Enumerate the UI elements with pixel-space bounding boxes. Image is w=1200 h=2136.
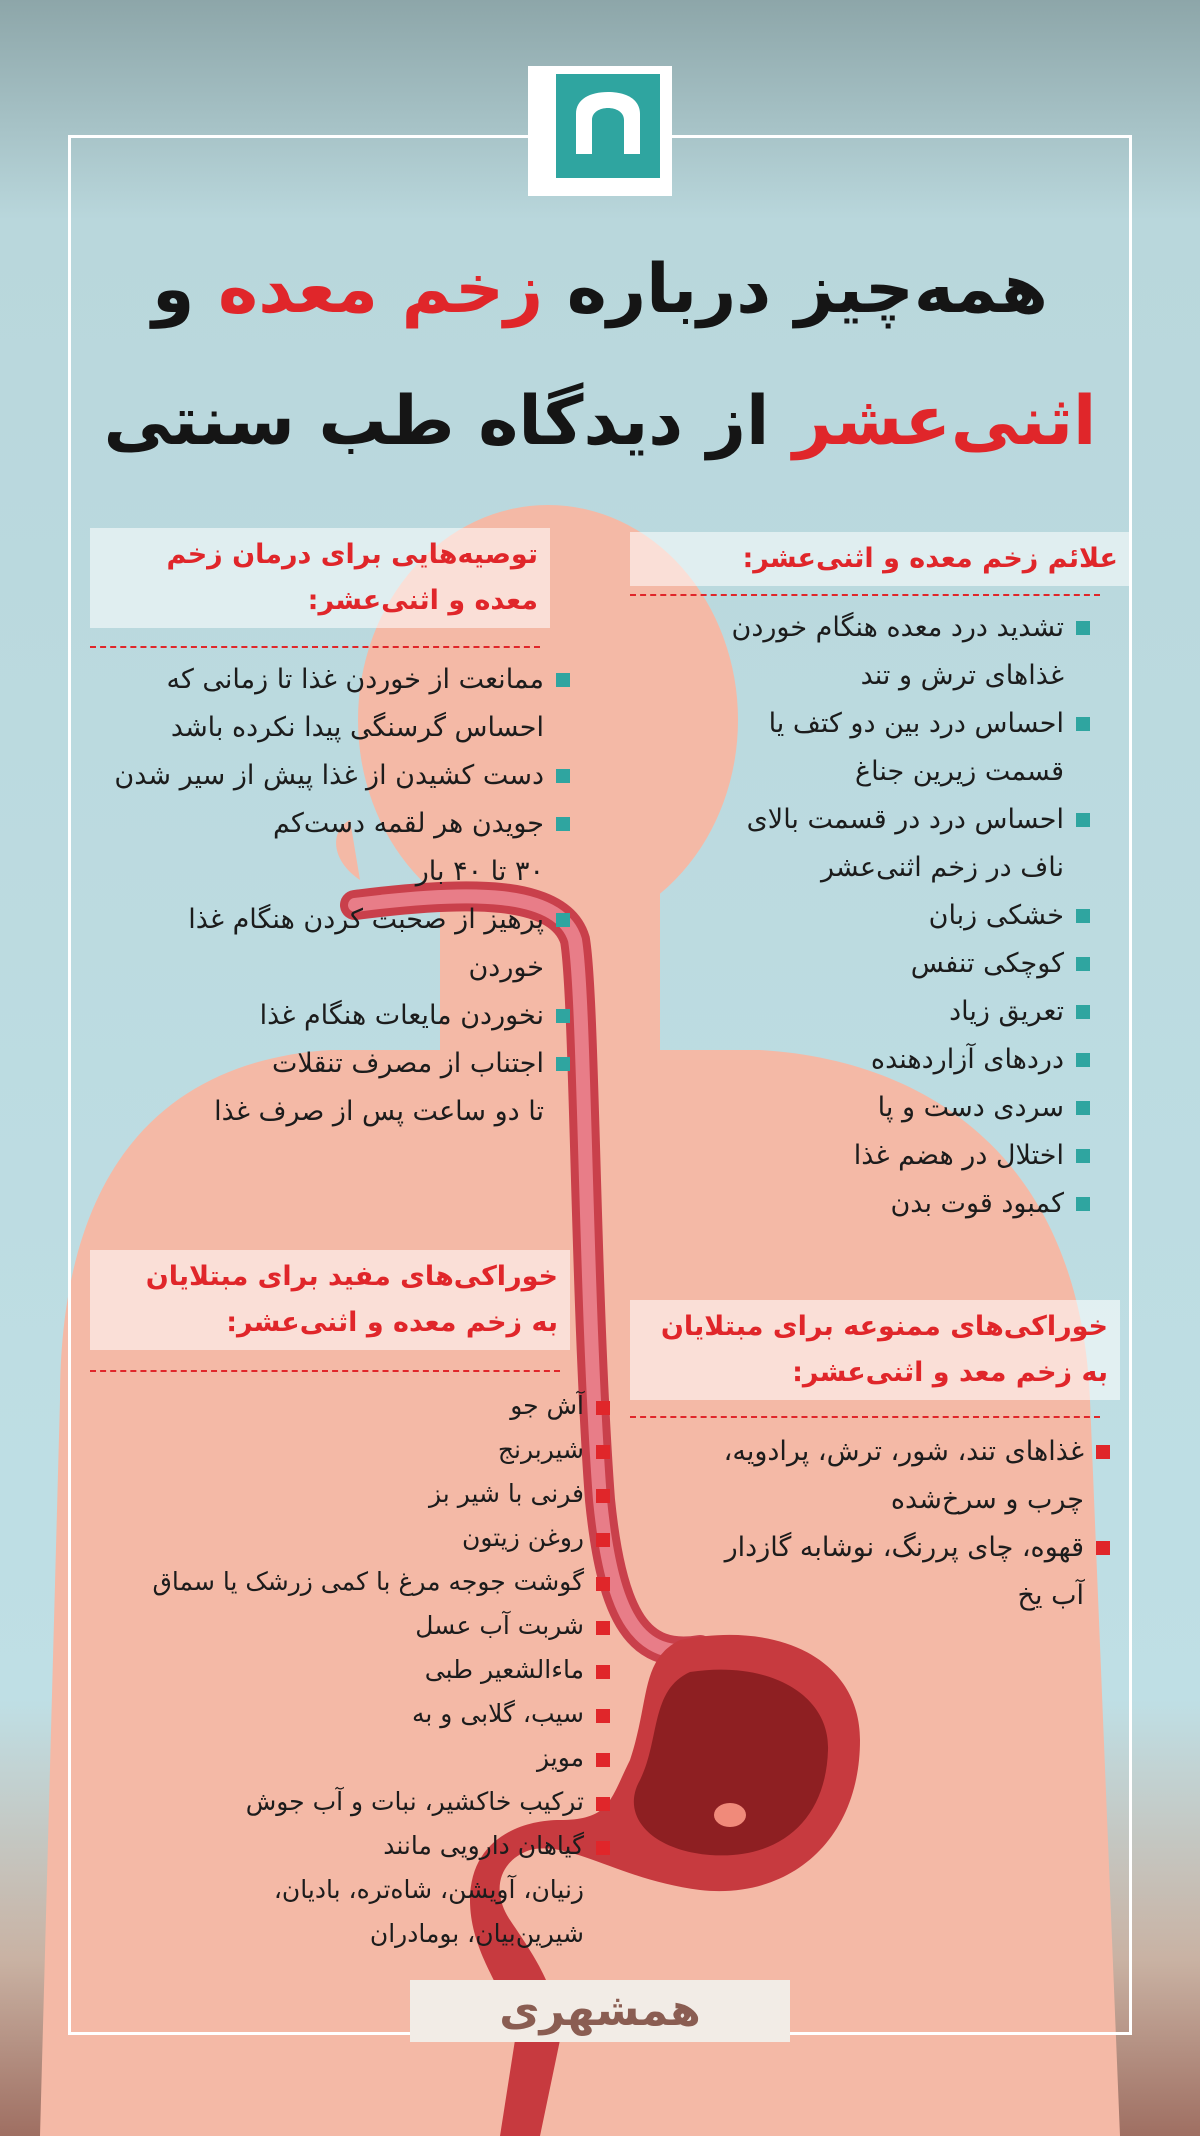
symptom-item-text: اختلال در هضم غذا <box>853 1140 1064 1171</box>
page-title-line1: همه‌چیز درباره زخم معده و <box>152 250 1048 329</box>
beneficial-food-item <box>90 1384 610 1428</box>
page-title-line2: اثنی‌عشر از دیدگاه طب سنتی <box>103 382 1097 461</box>
beneficial-food-item-text: زنیان، آویشن، شاه‌تره، بادیان، <box>273 1875 584 1904</box>
beneficial-food-item-text: فرنی با شیر بز <box>429 1479 584 1508</box>
forbidden-food-item <box>620 1428 1110 1524</box>
title-highlight-duodenum: اثنی‌عشر <box>792 382 1097 461</box>
forbidden-foods-divider <box>630 1416 1100 1418</box>
forbidden-food-item <box>620 1524 1110 1620</box>
recommendations-divider <box>90 646 540 648</box>
beneficial-foods-heading: خوراکی‌های مفید برای مبتلایان به زخم معده و اثنی‌عشر: <box>90 1250 570 1350</box>
forbidden-foods-list <box>620 1428 1110 1620</box>
recommendation-item <box>90 896 570 992</box>
recommendation-item-text: ۳۰ تا ۴۰ بار <box>415 856 544 887</box>
beneficial-food-item <box>90 1472 610 1516</box>
symptom-item <box>620 796 1090 892</box>
symptom-item-text: دردهای آزاردهنده <box>870 1044 1064 1075</box>
symptom-item <box>620 1084 1090 1132</box>
recommendations-list <box>90 656 570 1136</box>
symptom-item <box>620 940 1090 988</box>
beneficial-foods-list <box>90 1384 610 1956</box>
symptom-item-text: احساس درد بین دو کتف یا <box>768 708 1064 739</box>
recommendation-item-text: اجتناب از مصرف تنقلات <box>271 1048 544 1079</box>
symptom-item <box>620 1132 1090 1180</box>
recommendation-item-text: ممانعت از خوردن غذا تا زمانی که <box>166 664 544 695</box>
recommendation-item-text: دست کشیدن از غذا پیش از سیر شدن <box>114 760 544 791</box>
forbidden-food-item-text: چرب و سرخ‌شده <box>890 1484 1084 1515</box>
forbidden-food-item-text: آب یخ <box>1017 1580 1084 1611</box>
symptom-item <box>620 604 1090 700</box>
recommendation-item <box>90 1040 570 1136</box>
recommendation-item <box>90 800 570 896</box>
footer-brand-logo: همشهری <box>499 1985 701 2036</box>
symptoms-heading: علائم زخم معده و اثنی‌عشر: <box>630 532 1130 586</box>
recommendation-item <box>90 992 570 1040</box>
beneficial-food-item-text: روغن زیتون <box>461 1523 584 1552</box>
forbidden-foods-heading: خوراکی‌های ممنوعه برای مبتلایان به زخم معد و اثنی‌عشر: <box>630 1300 1120 1400</box>
symptom-item <box>620 892 1090 940</box>
beneficial-food-item-text: مویز <box>536 1743 584 1772</box>
forbidden-food-item-text: قهوه، چای پررنگ، نوشابه گازدار <box>724 1532 1084 1563</box>
symptom-item-text: تعریق زیاد <box>949 996 1064 1027</box>
symptom-item-text: خشکی زبان <box>928 900 1064 931</box>
beneficial-food-item <box>90 1692 610 1736</box>
symptom-item <box>620 988 1090 1036</box>
beneficial-food-item-text: ترکیب خاکشیر، نبات و آب جوش <box>245 1787 584 1816</box>
beneficial-foods-divider <box>90 1370 560 1372</box>
symptom-item-text: غذاهای ترش و تند <box>860 660 1064 691</box>
beneficial-food-item-text: شربت آب عسل <box>415 1611 584 1640</box>
symptom-item <box>620 700 1090 796</box>
symptom-item-text: سردی دست و پا <box>877 1092 1064 1123</box>
symptom-item-text: قسمت زیرین جناغ <box>855 756 1064 787</box>
hamshahri-h-logo-icon <box>556 74 660 178</box>
symptom-item-text: کمبود قوت بدن <box>890 1188 1064 1219</box>
beneficial-food-item <box>90 1516 610 1560</box>
recommendation-item-text: تا دو ساعت پس از صرف غذا <box>214 1096 544 1127</box>
beneficial-food-item <box>90 1780 610 1824</box>
recommendation-item-text: احساس گرسنگی پیدا نکرده باشد <box>170 712 544 743</box>
beneficial-food-item-text: سیب، گلابی و به <box>412 1699 584 1728</box>
symptoms-list <box>620 604 1090 1228</box>
beneficial-food-item-text: شیربرنج <box>497 1435 584 1464</box>
beneficial-food-item <box>90 1428 610 1472</box>
symptom-item-text: تشدید درد معده هنگام خوردن <box>731 612 1064 643</box>
recommendation-item <box>90 656 570 752</box>
symptom-item-text: کوچکی تنفس <box>910 948 1064 979</box>
recommendation-item <box>90 752 570 800</box>
symptom-item <box>620 1180 1090 1228</box>
symptom-item-text: ناف در زخم اثنی‌عشر <box>821 852 1064 883</box>
symptoms-divider <box>630 594 1100 596</box>
beneficial-food-item <box>90 1648 610 1692</box>
recommendations-heading: توصیه‌هایی برای درمان زخم معده و اثنی‌عشر: <box>90 528 550 628</box>
symptom-item <box>620 1036 1090 1084</box>
recommendation-item-text: نخوردن مایعات هنگام غذا <box>259 1000 544 1031</box>
symptom-item-text: احساس درد در قسمت بالای <box>746 804 1064 835</box>
beneficial-food-item-text: آش جو <box>510 1391 584 1420</box>
recommendation-item-text: خوردن <box>468 952 544 983</box>
forbidden-food-item-text: غذاهای تند، شور، ترش، پرادویه، <box>723 1436 1084 1467</box>
beneficial-food-item <box>90 1560 610 1604</box>
beneficial-food-item <box>90 1824 610 1956</box>
beneficial-food-item-text: ماءالشعیر طبی <box>424 1655 584 1684</box>
title-highlight-ulcer: زخم معده <box>218 250 544 329</box>
beneficial-food-item <box>90 1604 610 1648</box>
beneficial-food-item <box>90 1736 610 1780</box>
beneficial-food-item-text: شیرین‌بیان، بومادران <box>369 1919 584 1948</box>
brand-logo <box>528 66 672 196</box>
recommendation-item-text: پرهیز از صحبت کردن هنگام غذا <box>188 904 544 935</box>
beneficial-food-item-text: گیاهان دارویی مانند <box>383 1831 584 1860</box>
beneficial-food-item-text: گوشت جوجه مرغ با کمی زرشک یا سماق <box>152 1567 584 1596</box>
recommendation-item-text: جویدن هر لقمه دست‌کم <box>273 808 544 839</box>
